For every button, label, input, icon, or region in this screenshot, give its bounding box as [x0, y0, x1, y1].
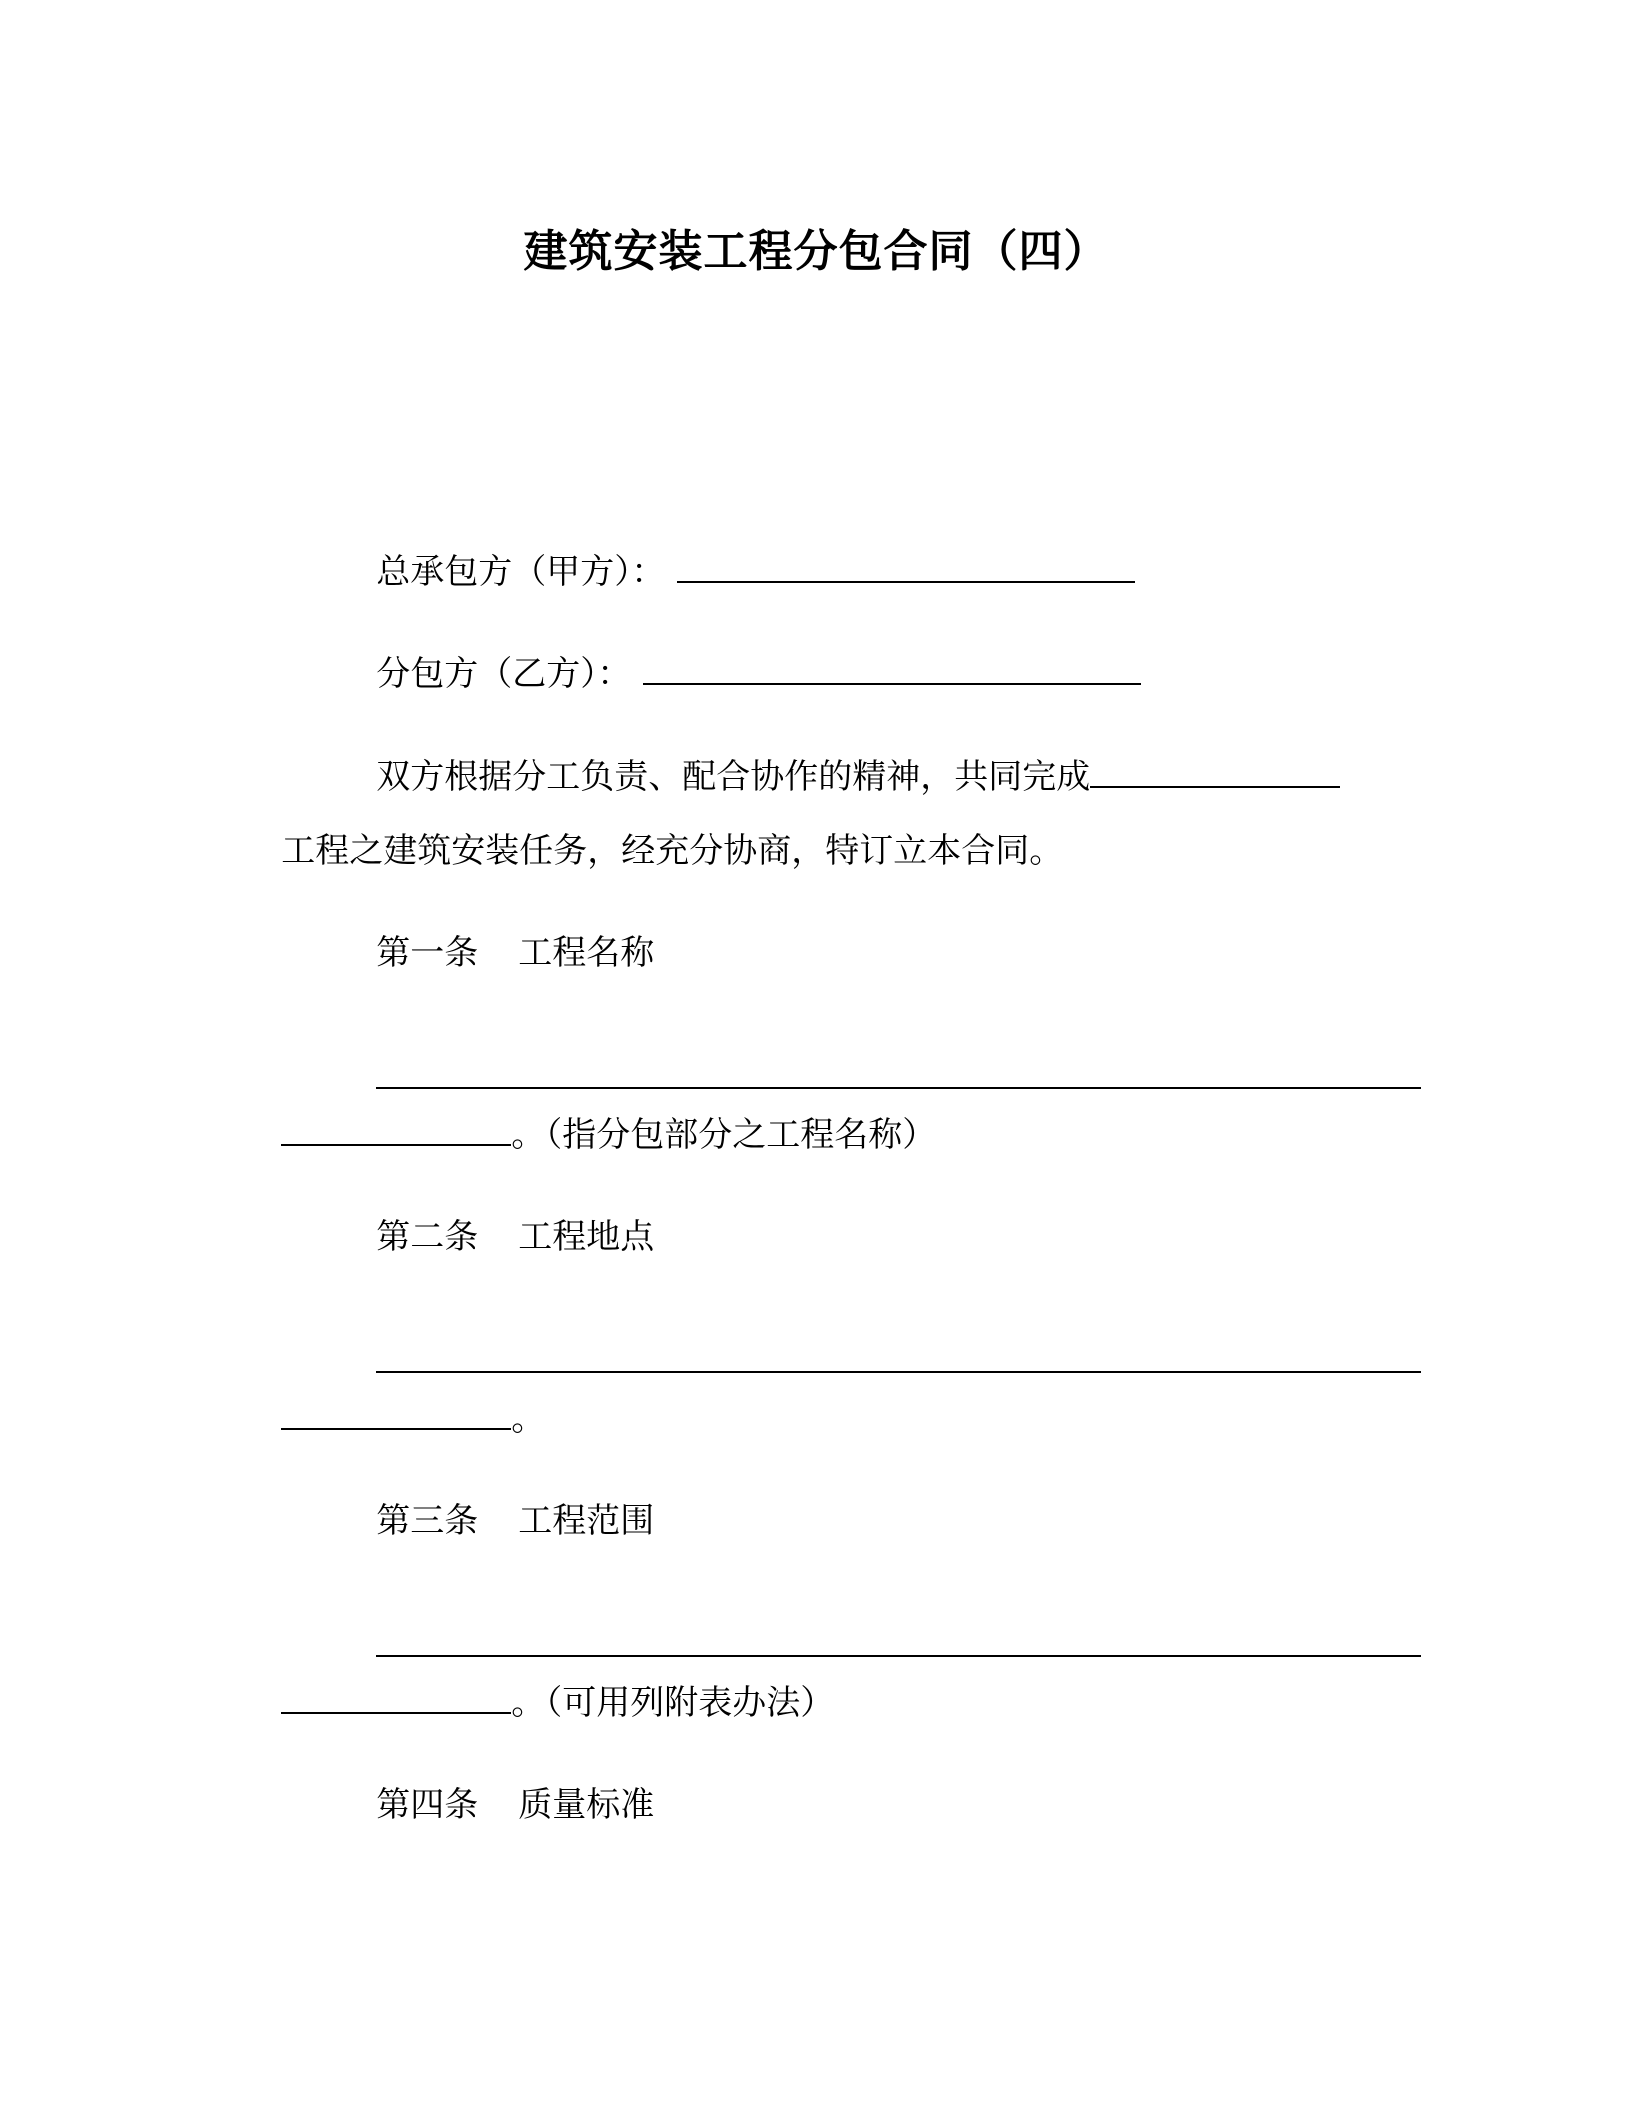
intro-text-2: 工程之建筑安装任务，经充分协商，特订立本合同。 [281, 831, 1064, 871]
article-1-heading: 工程名称 [518, 933, 655, 973]
article-2-number: 第二条 [376, 1217, 479, 1257]
article-1-blank-cont[interactable] [281, 1114, 511, 1146]
article-3-heading: 工程范围 [518, 1501, 655, 1541]
article-3-number: 第三条 [376, 1501, 479, 1541]
party-b-label: 分包方（乙方）： [376, 654, 632, 694]
article-2-blank-cont[interactable] [281, 1398, 511, 1430]
party-b-blank[interactable] [643, 653, 1141, 685]
article-1-tail: 。（指分包部分之工程名称） [511, 1115, 937, 1155]
article-3-tail: 。（可用列附表办法） [511, 1683, 835, 1723]
party-a-blank[interactable] [677, 551, 1135, 583]
party-a-label: 总承包方（甲方）： [376, 552, 666, 592]
article-4-heading: 质量标准 [518, 1785, 655, 1825]
document-title: 建筑安装工程分包合同（四） [523, 226, 1109, 277]
article-3-blank-cont[interactable] [281, 1682, 511, 1714]
article-1-title [333, 881, 654, 1025]
article-1-number: 第一条 [376, 933, 479, 973]
article-2-heading: 工程地点 [518, 1217, 655, 1257]
project-blank[interactable] [1090, 756, 1340, 788]
intro-text-1: 双方根据分工负责、配合协作的精神，共同完成 [376, 757, 1091, 797]
article-2-title [333, 1165, 654, 1309]
article-2-tail: 。 [511, 1399, 546, 1439]
article-4-number: 第四条 [376, 1785, 479, 1825]
article-3-title [333, 1449, 654, 1593]
article-4-title [333, 1733, 654, 1877]
